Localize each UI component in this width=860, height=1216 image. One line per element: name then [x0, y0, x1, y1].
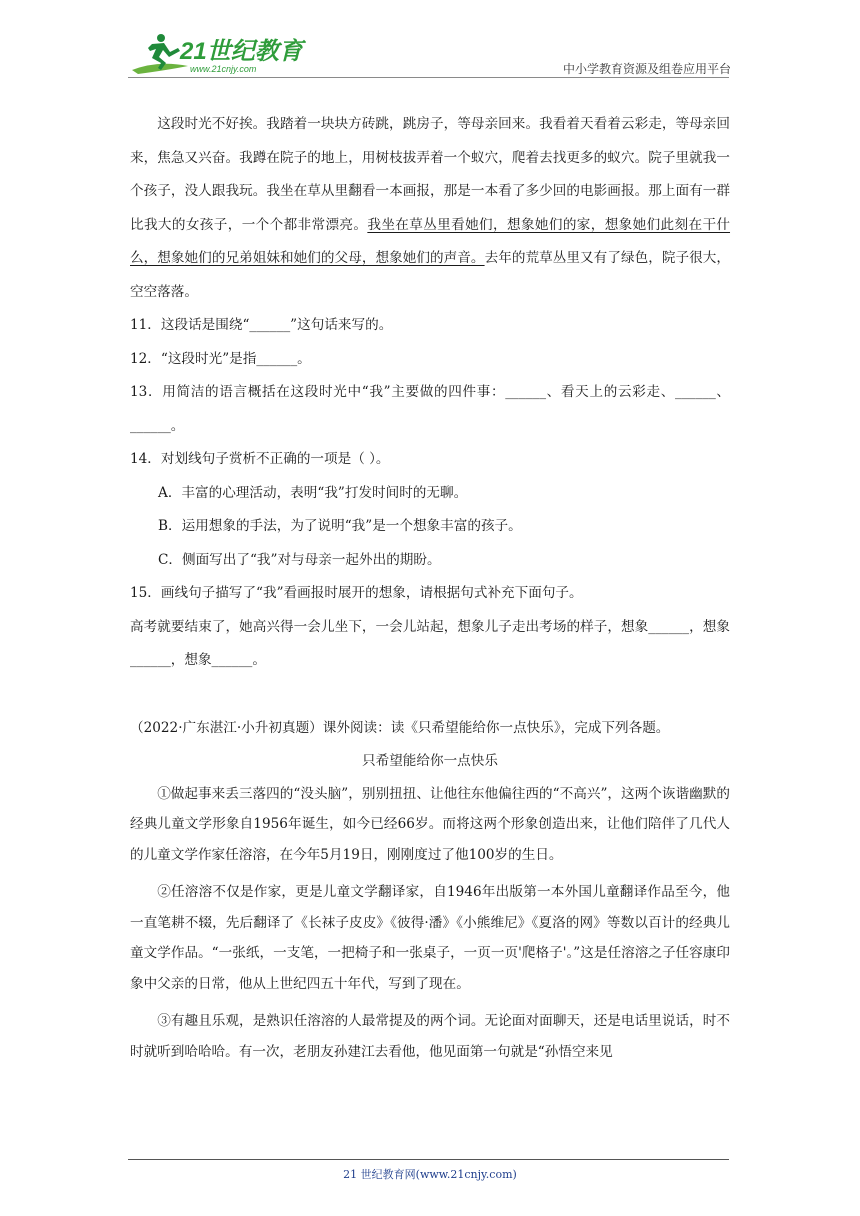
- option-c: C．侧面写出了“我”对与母亲一起外出的期盼。: [158, 551, 441, 568]
- page-content: [130, 108, 730, 1067]
- header-platform-name: 中小学教育资源及组卷应用平台: [562, 62, 731, 76]
- passage-paragraph: [130, 108, 730, 309]
- option-a: A．丰富的心理活动，表明“我”打发时间时的无聊。: [158, 484, 468, 501]
- site-logo: [128, 30, 328, 76]
- question-13: 13．用简洁的语言概括在这段时光中“我”主要做的四件事：______、看天上的云彩走、______、______。: [130, 384, 730, 434]
- question-14: 14．对划线句子赏析不正确的一项是（ ）。: [130, 451, 390, 467]
- passage-intro: （2022·广东湛江·小升初真题）课外阅读：读《只希望能给你一点快乐》，完成下列各题。: [130, 719, 670, 736]
- passage-paragraph-2: ②任溶溶不仅是作家，更是儿童文学翻译家，自1946年出版第一本外国儿童翻译作品至今，他一直笔耕不辍，先后翻译了《长袜子皮皮》《彼得·潘》《小熊维尼》《夏洛的网》等数以百计的经典儿童文学作品。“一张纸，一支笔，一把椅子和一张桌子，一页一页'爬格子'。”这是任溶溶之子任容康印象中父亲的日常，他从上世纪四五十年代，写到了现在。: [130, 884, 730, 992]
- question-11: 11．这段话是围绕“______”这句话来写的。: [130, 317, 393, 333]
- passage-text: 这段时光不好挨。我踏着一块块方砖跳，跳房子，等母亲回来。我看着天看着云彩走，等母亲回来，焦急又兴奋。我蹲在院子的地上，用树枝拔弄着一个蚁穴，爬着去找更多的蚁穴。院子里就我一个孩子，没人跟我玩。我坐在草从里翻看一本画报，那是一本看了多少回的电影画报。那上面有一群比我大的女孩子，一个个都非常漂亮。: [130, 116, 730, 233]
- question-15: 15．画线句子描写了“我”看画报时展开的想象，请根据句式补充下面句子。: [130, 585, 583, 601]
- page-header: [128, 28, 731, 78]
- passage-text-end: 去年的荒草丛里又有了绿色，院子很大，空空落落。: [130, 250, 731, 300]
- svg-text:www.21cnjy.com: www.21cnjy.com: [190, 64, 257, 74]
- footer-text[interactable]: 21 世纪教育网(www.21cnjy.com): [343, 1168, 517, 1181]
- question-15-fill: 高考就要结束了，她高兴得一会儿坐下，一会儿站起，想象儿子走出考场的样子，想象______，想象______，想象______。: [130, 618, 730, 668]
- passage-paragraph-1: ①做起事来丢三落四的“没头脑”，别别扭扭、让他往东他偏往西的“不高兴”，这两个诙谐幽默的经典儿童文学形象自1956年诞生，如今已经66岁。而将这两个形象创造出来，让他们陪伴了几代人的儿童文学作家任溶溶，在今年5月19日，刚刚度过了他100岁的生日。: [130, 785, 730, 863]
- header-divider: [128, 77, 729, 78]
- footer-divider: [128, 1159, 729, 1160]
- underlined-sentence: 我坐在草丛里看她们，想象她们的家，想象她们此刻在干什么，想象她们的兄弟姐妹和她们的父母，想象她们的声音。: [130, 216, 731, 266]
- svg-text:21世纪教育: 21世纪教育: [180, 38, 303, 65]
- option-b: B．运用想象的手法，为了说明“我”是一个想象丰富的孩子。: [158, 518, 522, 534]
- question-12: 12．“这段时光”是指______。: [130, 350, 311, 367]
- passage-title: 只希望能给你一点快乐: [362, 753, 498, 769]
- passage-paragraph-3: ③有趣且乐观，是熟识任溶溶的人最常提及的两个词。无论面对面聊天，还是电话里说话，时不时就听到哈哈哈。有一次，老朋友孙建江去看他，他见面第一句就是“孙悟空来见: [130, 1013, 730, 1060]
